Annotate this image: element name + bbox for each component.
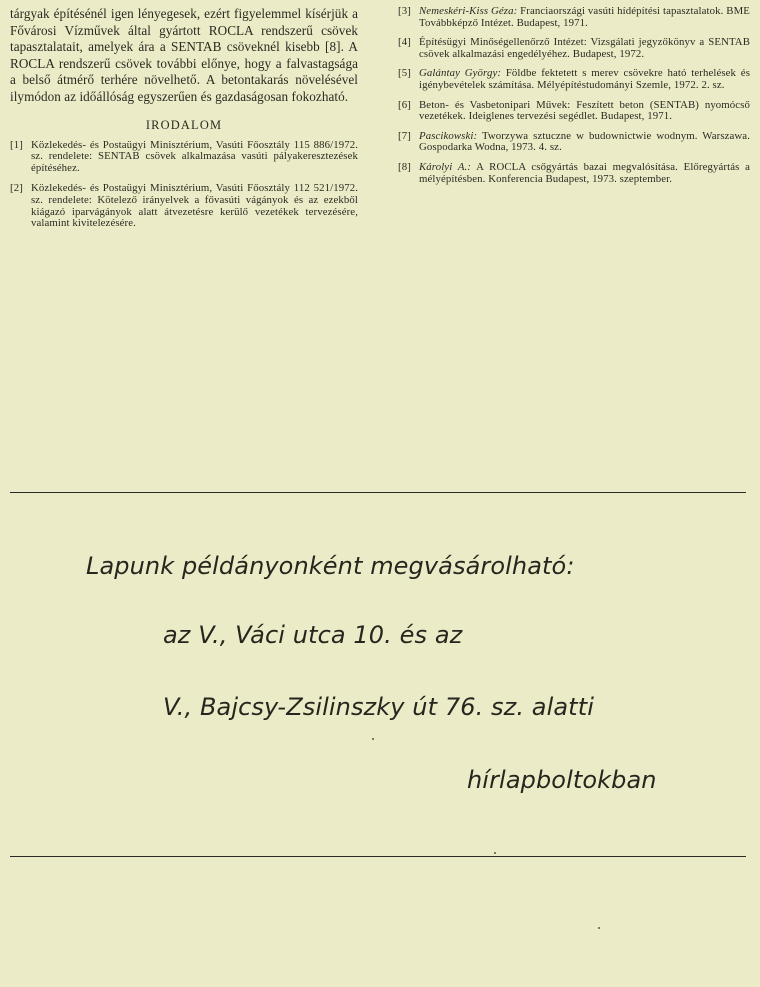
body-paragraph: tárgyak építésénél igen lényegesek, ezért figyelemmel kísérjük a Fővárosi Vízművek által gyártott ROCLA rendszerű csövek tapasztalatait, amelyek ára a SENTAB csöveknél kisebb [8]. A ROCLA rendszerű csövek további előnye, hogy a falvastagsága a belső átmérő terhére növelhető. A betontakarás növelésével ilymódon az időállóság egyszerűen és gazdaságosan fokozható. — [10, 6, 358, 104]
print-speck — [598, 927, 600, 929]
notice-line-1: Lapunk példányonként megvásárolható: — [86, 552, 575, 580]
bottom-divider — [10, 856, 746, 857]
reference-number: [1] — [10, 138, 23, 151]
reference-text: Közlekedés- és Postaügyi Minisztérium, Vasúti Főosztály 115 886/1972. sz. rendelete: SENTAB csövek alkalmazása vasúti pályakeresztezések építéséhez. — [31, 138, 358, 174]
reference-number: [4] — [398, 36, 411, 49]
reference-text: Beton- és Vasbetonipari Művek: Feszített beton (SENTAB) nyomócső vezetékek. Ideiglenes tervezési segédlet. Budapest, 1971. — [419, 98, 750, 123]
reference-number: [5] — [398, 67, 411, 80]
reference-item — [10, 183, 358, 229]
left-column — [10, 6, 358, 239]
print-speck — [494, 852, 496, 854]
reference-item — [398, 68, 750, 91]
reference-text: Franciaországi vasúti hídépítési tapasztalatok. BME Továbbképző Intézet. Budapest, 1971. — [419, 5, 750, 29]
reference-number: [3] — [398, 5, 411, 17]
reference-author: Pascikowski: — [419, 129, 478, 142]
references-list-left — [10, 140, 358, 230]
reference-author: Károlyi A.: — [419, 160, 472, 173]
notice-line-3: V., Bajcsy-Zsilinszky út 76. sz. alatti — [163, 693, 594, 721]
reference-item — [398, 162, 750, 185]
reference-text: A ROCLA csőgyártás bazai megvalósítása. Előregyártás a mélyépítésben. Konferencia Budapest, 1973. szeptember. — [419, 160, 750, 185]
notice-line-4: hírlapboltokban — [467, 766, 657, 794]
reference-number: [2] — [10, 182, 23, 195]
reference-number: [7] — [398, 129, 411, 142]
reference-item — [398, 100, 750, 123]
reference-text: Építésügyi Minőségellenőrző Intézet: Vizsgálati jegyzőkönyv a SENTAB csövek alkalmazási engedélyéhez. Budapest, 1972. — [419, 36, 750, 60]
reference-text: Tworzywa sztuczne w budownictwie wodnym. Warszawa. Gospodarka Wodna, 1973. 4. sz. — [419, 129, 750, 154]
reference-item — [10, 140, 358, 175]
reference-item — [398, 6, 750, 29]
right-column — [398, 6, 750, 193]
reference-author: Nemeskéri-Kiss Géza: — [419, 5, 518, 17]
reference-item — [398, 37, 750, 60]
references-list-right — [398, 6, 750, 185]
reference-author: Galántay György: — [419, 67, 502, 80]
reference-item — [398, 131, 750, 154]
reference-text: Földbe fektetett s merev csövekre ható terhelések és igénybevételek számítása. Mélyépítéstudományi Szemle, 1972. 2. sz. — [419, 67, 750, 91]
reference-text: Közlekedés- és Postaügyi Minisztérium, Vasúti Főosztály 112 521/1972. sz. rendelete: Kötelező irányelvek a fővasúti vágányok és az ezekből kiágazó iparvágányok alatt átvezetésre kerülő vezetékek tervezésére, valamint kivitelezésére. — [31, 182, 358, 230]
notice-line-2: az V., Váci utca 10. és az — [163, 621, 463, 649]
print-speck — [372, 738, 374, 740]
reference-number: [8] — [398, 160, 411, 173]
reference-number: [6] — [398, 98, 411, 111]
top-divider — [10, 492, 746, 493]
references-heading: IRODALOM — [145, 117, 223, 132]
